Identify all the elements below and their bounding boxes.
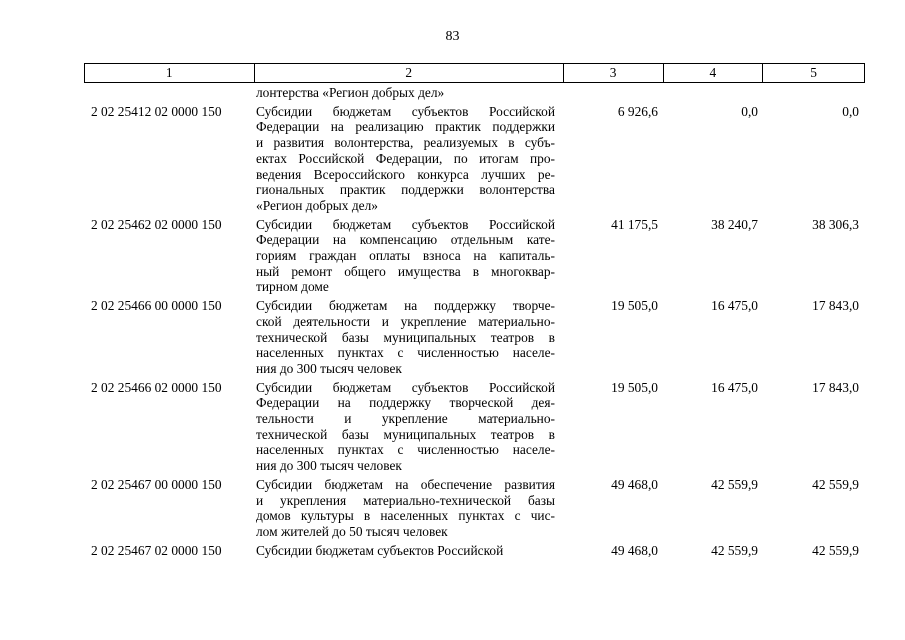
table-row xyxy=(84,380,865,474)
row-value-4: 42 559,9 xyxy=(711,476,758,492)
table-rows xyxy=(84,104,865,559)
table-row xyxy=(84,298,865,377)
row-name-line: Федерации на поддержку творческой дея- xyxy=(256,395,555,411)
row-name-line: тельности и укрепление материально- xyxy=(256,411,555,427)
row-name-line: Субсидии бюджетам субъектов Российской xyxy=(256,103,555,119)
column-header-5: 5 xyxy=(810,65,817,80)
table-row xyxy=(84,477,865,540)
table-row-continuation xyxy=(84,85,865,101)
row-value-3: 19 505,0 xyxy=(611,298,658,314)
row-name-line: ния до 300 тысяч человек xyxy=(256,360,402,376)
row-value-5: 42 559,9 xyxy=(812,542,859,558)
row-value-5: 0,0 xyxy=(842,103,859,119)
column-header-3: 3 xyxy=(564,64,664,82)
row-value-4: 42 559,9 xyxy=(711,542,758,558)
row-value-4: 0,0 xyxy=(741,103,758,119)
row-name-line: технической базы муниципальных театров в xyxy=(256,426,555,442)
row-name-line: Субсидии бюджетам субъектов Российской xyxy=(256,542,504,558)
page-number: 83 xyxy=(445,29,460,44)
row-value-3: 49 468,0 xyxy=(611,542,658,558)
column-header-4: 4 xyxy=(664,64,764,82)
row-name-line: Субсидии бюджетам на обеспечение развития xyxy=(256,476,555,492)
row-code: 2 02 25467 00 0000 150 xyxy=(91,476,222,492)
row-name-line: Субсидии бюджетам субъектов Российской xyxy=(256,379,555,395)
row-value-5 xyxy=(764,85,865,101)
row-value-5: 42 559,9 xyxy=(812,476,859,492)
row-name xyxy=(254,477,564,540)
row-name-line: Субсидии бюджетам субъектов Российской xyxy=(256,216,555,232)
row-name-line: ведения Всероссийского конкурса лучших ре- xyxy=(256,166,555,182)
row-code: 2 02 25412 02 0000 150 xyxy=(91,103,222,119)
row-name-line: Федерации на компенсацию отдельным кате- xyxy=(256,232,555,248)
row-name-line: Субсидии бюджетам на поддержку творче- xyxy=(256,298,555,314)
row-code xyxy=(84,85,254,101)
row-value-3 xyxy=(564,85,664,101)
row-name-line: гориям граждан оплаты взноса на капиталь- xyxy=(256,248,555,264)
column-header-2: 2 xyxy=(255,64,564,82)
row-name-line: «Регион добрых дел» xyxy=(256,197,378,213)
row-name-line: лонтерства «Регион добрых дел» xyxy=(256,85,445,100)
table-row xyxy=(84,104,865,214)
row-name-line: населенных пунктах с численностью населе- xyxy=(256,442,555,458)
row-value-4: 38 240,7 xyxy=(711,216,758,232)
row-name xyxy=(254,104,564,214)
row-value-5: 38 306,3 xyxy=(812,216,859,232)
table-header-row xyxy=(84,63,865,83)
row-name xyxy=(254,217,564,296)
row-value-3: 49 468,0 xyxy=(611,476,658,492)
row-name-line: Федерации на реализацию практик поддержки xyxy=(256,119,555,135)
row-value-3: 41 175,5 xyxy=(611,216,658,232)
table-row xyxy=(84,217,865,296)
row-name-line: ской деятельности и укрепление материально- xyxy=(256,313,555,329)
table-row xyxy=(84,543,865,559)
row-name-line: домов культуры в населенных пунктах с чис- xyxy=(256,508,555,524)
row-value-5: 17 843,0 xyxy=(812,379,859,395)
row-name-line: и укрепления материально-технической базы xyxy=(256,492,555,508)
row-name xyxy=(254,298,564,377)
row-name-line: и развития волонтерства, реализуемых в субъ- xyxy=(256,135,555,151)
row-name-line: ный ремонт общего имущества в многоквар- xyxy=(256,263,555,279)
row-name-line: лом жителей до 50 тысяч человек xyxy=(256,523,448,539)
row-name-line: ния до 300 тысяч человек xyxy=(256,458,402,474)
row-name-line: тирном доме xyxy=(256,279,329,295)
row-code: 2 02 25466 02 0000 150 xyxy=(91,379,222,395)
row-name xyxy=(254,380,564,474)
column-header-1: 1 xyxy=(85,64,255,82)
row-code: 2 02 25466 00 0000 150 xyxy=(91,298,222,314)
row-value-4: 16 475,0 xyxy=(711,379,758,395)
row-value-5: 17 843,0 xyxy=(812,298,859,314)
row-value-4 xyxy=(664,85,764,101)
row-name xyxy=(254,85,564,101)
row-value-4: 16 475,0 xyxy=(711,298,758,314)
row-value-3: 6 926,6 xyxy=(617,103,658,119)
row-name-line: ектах Российской Федерации, по итогам про- xyxy=(256,150,555,166)
row-code: 2 02 25462 02 0000 150 xyxy=(91,216,222,232)
row-value-3: 19 505,0 xyxy=(611,379,658,395)
row-name-line: гиональных практик поддержки волонтерства xyxy=(256,182,555,198)
row-name xyxy=(254,543,564,559)
row-name-line: населенных пунктах с численностью населе- xyxy=(256,345,555,361)
table-body xyxy=(84,85,865,558)
row-name-line: технической базы муниципальных театров в xyxy=(256,329,555,345)
row-code: 2 02 25467 02 0000 150 xyxy=(91,542,222,558)
